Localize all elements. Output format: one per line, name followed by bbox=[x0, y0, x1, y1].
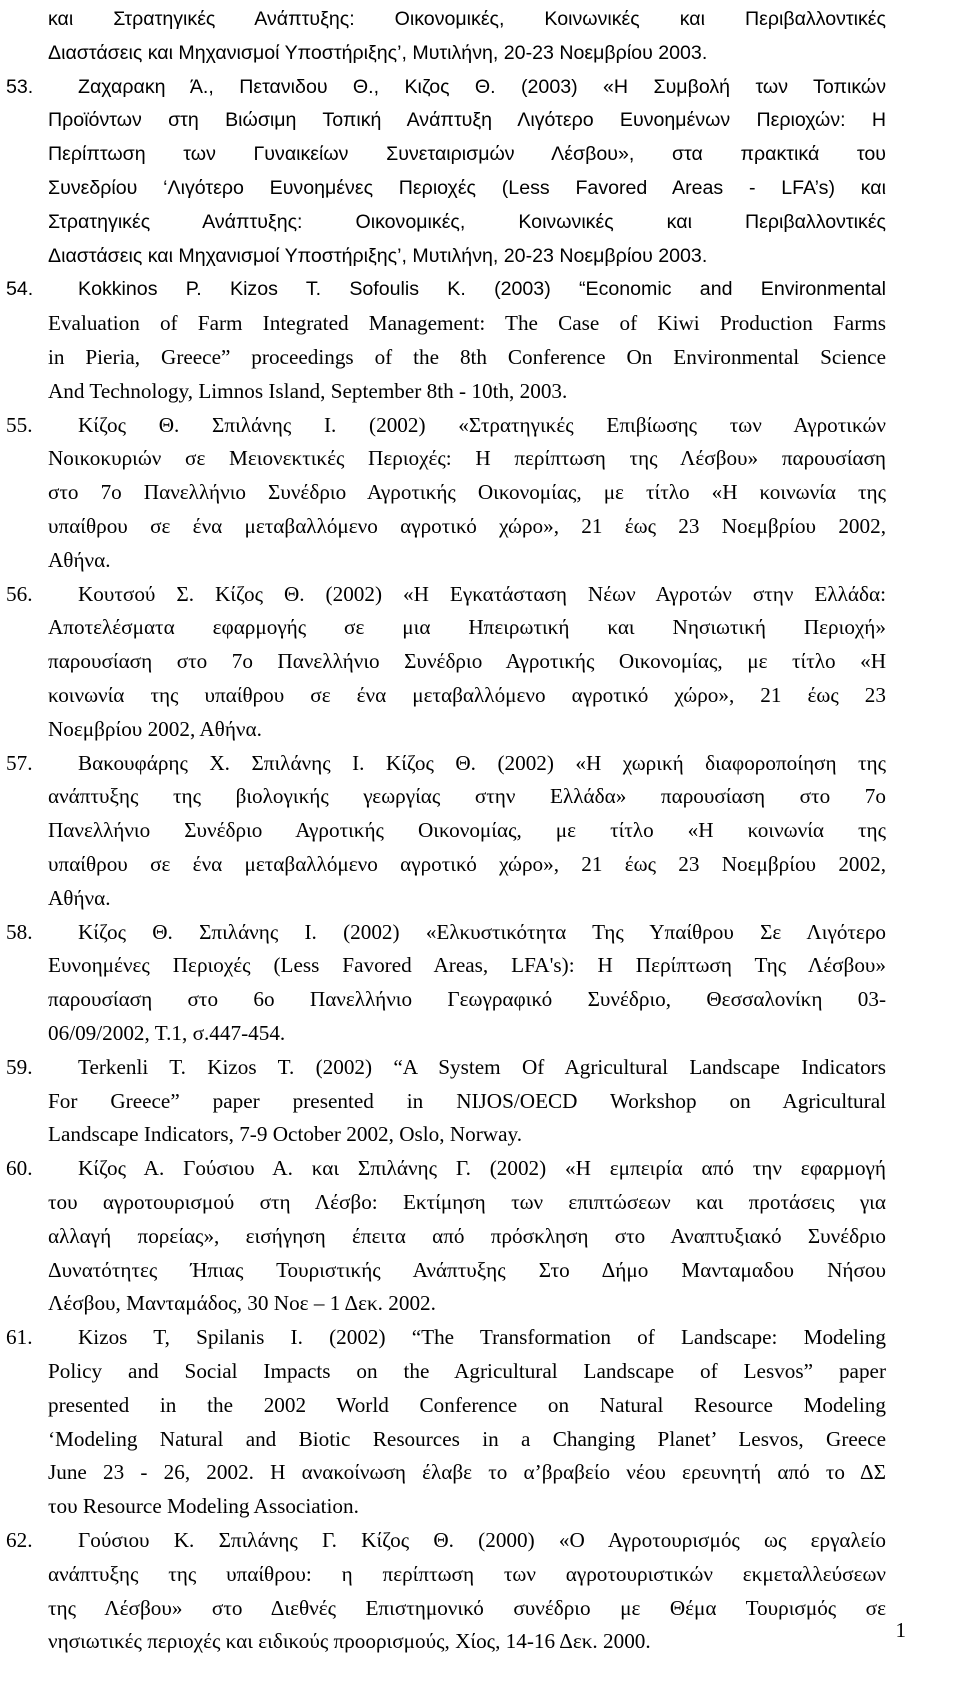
reference-number: 56. bbox=[6, 581, 33, 606]
reference-text: Κίζος Α. Γούσιου Α. και Σπιλάνης Γ. (2002) «Η εμπειρία από την εφαρμογή bbox=[78, 1156, 886, 1181]
reference-line: Συνεδρίου ‘Λιγότερο Ευνοημένες Περιοχές (Less Favored Areas - LFA’s) και bbox=[48, 177, 886, 199]
reference-number: 57. bbox=[6, 750, 33, 775]
reference-line: June 23 - 26, 2002. Η ανακοίνωση έλαβε το α’βραβείο νέου ερευνητή από το ΔΣ bbox=[48, 1460, 886, 1485]
reference-line: του αγροτουρισμού στη Λέσβο: Εκτίμηση των επιπτώσεων και προτάσεις για bbox=[48, 1190, 886, 1214]
reference-text: Βακουφάρης Χ. Σπιλάνης Ι. Κίζος Θ. (2002) «Η χωρική διαφοροποίηση της bbox=[78, 750, 886, 775]
reference-number: 55. bbox=[6, 412, 33, 437]
reference-line bbox=[6, 1050, 886, 1084]
reference-line: κοινωνία της υπαίθρου σε ένα μεταβαλλόμενο αγροτικό χώρο», 21 έως 23 bbox=[48, 683, 886, 707]
reference-line: Διαστάσεις και Μηχανισμοί Υποστήριξης’, Μυτιλήνη, 20-23 Νοεμβρίου 2003. bbox=[48, 244, 708, 267]
reference-number: 60. bbox=[6, 1156, 33, 1181]
reference-line: For Greece” paper presented in NIJOS/OECD Workshop on Agricultural bbox=[48, 1088, 886, 1113]
reference-line: Policy and Social Impacts on the Agricultural Landscape of Lesvos” paper bbox=[48, 1359, 886, 1383]
reference-number: 59. bbox=[6, 1054, 33, 1079]
reference-number: 58. bbox=[6, 919, 33, 944]
reference-line bbox=[6, 577, 886, 611]
reference-line: Πανελλήνιο Συνέδριο Αγροτικής Οικονομίας, με τίτλο «Η κοινωνία της bbox=[48, 818, 886, 843]
reference-line: παρουσίαση στο 6ο Πανελλήνιο Γεωγραφικό Συνέδριο, Θεσσαλονίκη 03- bbox=[48, 987, 886, 1012]
page-number: 1 bbox=[895, 1618, 906, 1642]
reference-line: Νοεμβρίου 2002, Αθήνα. bbox=[48, 716, 262, 741]
reference-line: Περίπτωση των Γυναικείων Συνεταιρισμών Λέσβου», στα πρακτικά του bbox=[48, 143, 886, 166]
reference-line: Δυνατότητες Ήπιας Τουριστικής Ανάπτυξης Στο Δήμο Μανταμαδου Νήσου bbox=[48, 1257, 886, 1282]
reference-line: Landscape Indicators, 7-9 October 2002, Oslo, Norway. bbox=[48, 1122, 523, 1147]
reference-line bbox=[6, 746, 886, 780]
reference-line: Αποτελέσματα εφαρμογής σε μια Ηπειρωτική και Νησιωτική Περιοχή» bbox=[48, 615, 886, 640]
reference-line: Αθήνα. bbox=[48, 547, 111, 572]
reference-line: ανάπτυξης της υπαίθρου: η περίπτωση των αγροτουριστικών εκμεταλλεύσεων bbox=[48, 1561, 886, 1586]
reference-number: 53. bbox=[6, 75, 34, 98]
reference-line: And Technology, Limnos Island, September 8th - 10th, 2003. bbox=[48, 378, 568, 403]
reference-line: Νοικοκυριών σε Μειονεκτικές Περιοχές: Η περίπτωση της Λέσβου» παρουσίαση bbox=[48, 446, 886, 471]
reference-line: Λέσβου, Μανταμάδος, 30 Νοε – 1 Δεκ. 2002. bbox=[48, 1291, 436, 1316]
reference-number: 61. bbox=[6, 1325, 33, 1350]
reference-line: αλλαγή πορείας», εισήγηση έπειτα από πρόσκληση στο Αναπτυξιακό Συνέδριο bbox=[48, 1223, 886, 1248]
reference-text: Terkenli T. Kizos T. (2002) “A System Of Agricultural Landscape Indicators bbox=[78, 1054, 886, 1079]
reference-text: Κίζος Θ. Σπιλάνης Ι. (2002) «Στρατηγικές Επιβίωσης των Αγροτικών bbox=[78, 412, 886, 437]
reference-line: Evaluation of Farm Integrated Management: The Case of Kiwi Production Farms bbox=[48, 311, 886, 336]
reference-line bbox=[6, 1320, 886, 1354]
reference-line: ‘Modeling Natural and Biotic Resources in a Changing Planet’ Lesvos, Greece bbox=[48, 1426, 886, 1451]
reference-line: του Resource Modeling Association. bbox=[48, 1494, 359, 1519]
reference-line: παρουσίαση στο 7ο Πανελλήνιο Συνέδριο Αγροτικής Οικονομίας, με τίτλο «Η bbox=[48, 649, 886, 674]
reference-number: 62. bbox=[6, 1528, 33, 1552]
reference-line bbox=[6, 272, 886, 306]
reference-text: Κουτσού Σ. Κίζος Θ. (2002) «Η Εγκατάσταση Νέων Αγροτών στην Ελλάδα: bbox=[78, 581, 886, 606]
reference-line: Ευνοημένες Περιοχές (Less Favored Areas, LFA's): Η Περίπτωση Της Λέσβου» bbox=[48, 953, 886, 978]
reference-text: Kizos T, Spilanis I. (2002) “The Transformation of Landscape: Modeling bbox=[78, 1325, 886, 1350]
reference-line bbox=[6, 1523, 886, 1557]
reference-line bbox=[6, 1151, 886, 1185]
reference-line: Αθήνα. bbox=[48, 885, 111, 910]
reference-line: Στρατηγικές Ανάπτυξης: Οικονομικές, Κοινωνικές και Περιβαλλοντικές bbox=[48, 210, 886, 233]
reference-number: 54. bbox=[6, 278, 34, 301]
reference-text: Γούσιου Κ. Σπιλάνης Γ. Κίζος Θ. (2000) «Ο Αγροτουρισμός ως εργαλείο bbox=[78, 1528, 886, 1552]
reference-text: Ζαχαρακη Ά., Πετανιδου Θ., Κιζος Θ. (2003) «Η Συμβολή των Τοπικών bbox=[78, 75, 886, 98]
reference-line: υπαίθρου σε ένα μεταβαλλόμενο αγροτικό χώρο», 21 έως 23 Νοεμβρίου 2002, bbox=[48, 852, 886, 876]
reference-line: στο 7ο Πανελλήνιο Συνέδριο Αγροτικής Οικονομίας, με τίτλο «Η κοινωνία της bbox=[48, 480, 886, 505]
reference-line: υπαίθρου σε ένα μεταβαλλόμενο αγροτικό χώρο», 21 έως 23 Νοεμβρίου 2002, bbox=[48, 514, 886, 538]
reference-line: ανάπτυξης της βιολογικής γεωργίας στην Ελλάδα» παρουσίαση στο 7ο bbox=[48, 784, 886, 809]
reference-line: presented in the 2002 World Conference on Natural Resource Modeling bbox=[48, 1392, 886, 1417]
reference-line bbox=[6, 70, 886, 104]
reference-line: 06/09/2002, Τ.1, σ.447-454. bbox=[48, 1021, 286, 1045]
reference-line: της Λέσβου» στο Διεθνές Επιστημονικό συνέδριο με Θέμα Τουρισμός σε bbox=[48, 1595, 886, 1620]
reference-line: in Pieria, Greece” proceedings of the 8th Conference On Environmental Science bbox=[48, 345, 886, 369]
reference-line bbox=[6, 408, 886, 442]
reference-line: Διαστάσεις και Μηχανισμοί Υποστήριξης’, Μυτιλήνη, 20-23 Νοεμβρίου 2003. bbox=[48, 41, 708, 64]
reference-line: και Στρατηγικές Ανάπτυξης: Οικονομικές, Κοινωνικές και Περιβαλλοντικές bbox=[48, 8, 886, 30]
reference-line bbox=[6, 915, 886, 949]
reference-line: Προϊόντων στη Βιώσιμη Τοπική Ανάπτυξη Λιγότερο Ευνοημένων Περιοχών: Η bbox=[48, 109, 886, 132]
reference-text: Kokkinos P. Kizos T. Sofoulis K. (2003) “Economic and Environmental bbox=[78, 278, 886, 301]
reference-line: νησιωτικές περιοχές και ειδικούς προορισμούς, Χίος, 14-16 Δεκ. 2000. bbox=[48, 1629, 651, 1654]
reference-text: Κίζος Θ. Σπιλάνης Ι. (2002) «Ελκυστικότητα Της Υπαίθρου Σε Λιγότερο bbox=[78, 919, 886, 944]
